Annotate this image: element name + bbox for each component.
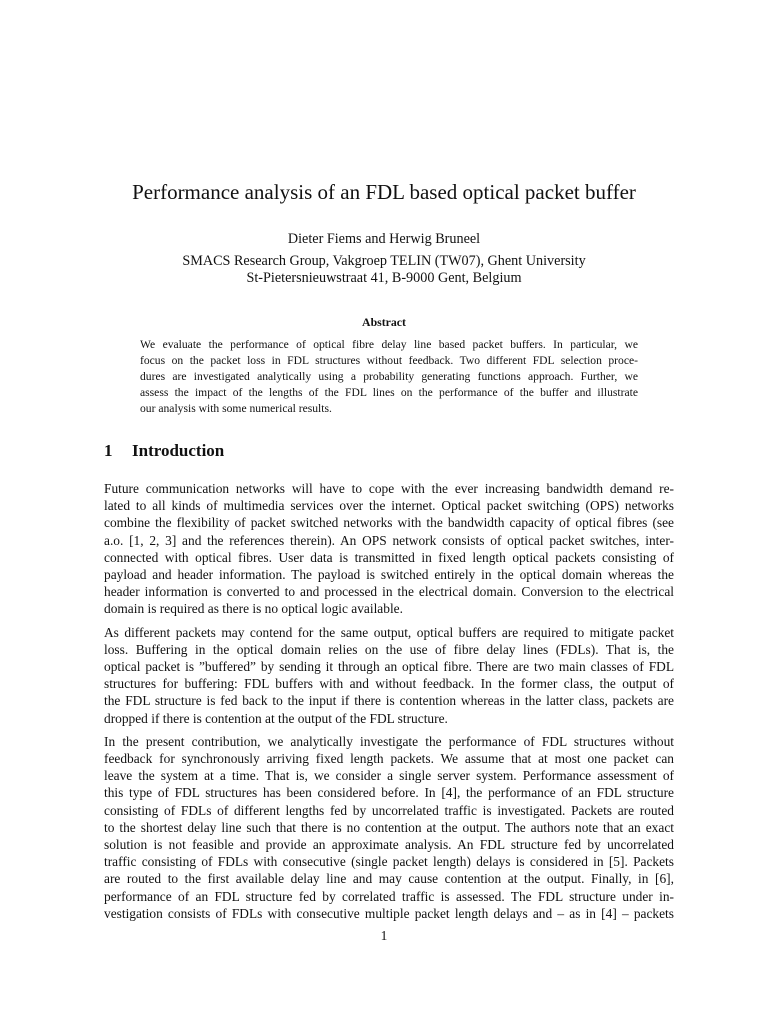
abstract-body: [140, 337, 638, 417]
text-line: the FDL structure is fed back to the input if there is contention whereas in the latter class, packets are: [104, 693, 674, 709]
author-list: Dieter Fiems and Herwig Bruneel: [287, 231, 481, 247]
text-line: combine the flexibility of packet switched networks with the bandwidth capacity of optical fibres (see: [104, 515, 674, 531]
text-line: a.o. [1, 2, 3] and the references therein). An OPS network consists of optical packet switches, inter-: [104, 532, 674, 548]
paragraph: [104, 480, 674, 618]
text-line: this type of FDL structures has been considered before. In [4], the performance of an FDL structure: [104, 785, 674, 801]
abstract-line: focus on the packet loss in FDL structures without feedback. Two different FDL selection proce-: [140, 354, 638, 368]
text-line: leave the system at a time. That is, we consider a single server system. Performance assessment of: [104, 768, 674, 784]
text-line: vestigation consists of FDLs with consecutive multiple packet length delays and – as in [4] – packets: [104, 905, 674, 921]
abstract-line: our analysis with some numerical results.: [140, 402, 332, 416]
paragraph: [104, 624, 674, 727]
abstract-line: We evaluate the performance of optical fibre delay line based packet buffers. In particular, we: [140, 338, 638, 351]
text-line: In the present contribution, we analytically investigate the performance of FDL structures without: [104, 733, 674, 749]
text-line: solution is not feasible and provide an approximate analysis. An FDL structure fed by uncorrelated: [104, 837, 674, 853]
section-number: 1: [104, 441, 113, 460]
text-line: loss. Buffering in the optical domain relies on the use of fibre delay lines (FDLs). That is, the: [104, 641, 674, 657]
abstract-line: dures are investigated analytically using a probability generating functions approach. Further, we: [140, 370, 638, 384]
text-line: performance of an FDL structure fed by correlated traffic is assessed. The FDL structure under in-: [104, 888, 674, 904]
text-line: structures for buffering: FDL buffers with and without feedback. In the former class, the output of: [104, 676, 674, 692]
text-line: lated to all kinds of multimedia services over the internet. Optical packet switching (OPS) networks: [104, 498, 674, 514]
text-line: dropped if there is contention at the output of the FDL structure.: [104, 710, 448, 726]
body-text: [104, 480, 674, 928]
text-line: payload and header information. The payload is switched entirely in the optical domain whereas the: [104, 567, 674, 583]
text-line: As different packets may contend for the same output, optical buffers are required to mitigate packet: [104, 624, 674, 640]
affiliation-line: SMACS Research Group, Vakgroep TELIN (TW07), Ghent University: [182, 253, 586, 269]
text-line: to the shortest delay line such that there is no contention at the output. The authors note that an exact: [104, 819, 674, 835]
text-line: optical packet is ”buffered” by sending it through an optical fibre. There are two main classes of FDL: [104, 659, 674, 675]
text-line: are routed to the first available delay line and may cause contention at the output. Finally, in [6],: [104, 871, 674, 887]
text-line: connected with optical fibres. User data is transmitted in fixed length optical packets consisting of: [104, 549, 674, 565]
section-heading: [104, 440, 224, 462]
text-line: header information is converted to and processed in the electrical domain. Conversion to the electrical: [104, 584, 674, 600]
page-number: 1: [380, 928, 388, 943]
abstract-heading: Abstract: [362, 315, 406, 329]
address-line: St-Pietersnieuwstraat 41, B-9000 Gent, Belgium: [246, 270, 522, 286]
paper-title: Performance analysis of an FDL based optical packet buffer: [132, 180, 636, 204]
text-line: Future communication networks will have to cope with the ever increasing bandwidth demand re-: [104, 481, 674, 496]
text-line: feedback for synchronously arriving fixed length packets. We assume that at most one packet can: [104, 751, 674, 767]
text-line: domain is required as there is no optical logic available.: [104, 601, 403, 617]
affiliation-block: [0, 253, 768, 287]
paragraph: [104, 733, 674, 922]
text-line: consisting of FDLs of different lengths fed by uncorrelated traffic is investigated. Packets are routed: [104, 802, 674, 818]
text-line: traffic consisting of FDLs with consecutive (single packet length) delays is considered in [5]. Packets: [104, 854, 674, 870]
abstract-line: assess the impact of the lengths of the FDL lines on the performance of the buffer and illustrate: [140, 386, 638, 400]
section-title: Introduction: [132, 441, 225, 460]
